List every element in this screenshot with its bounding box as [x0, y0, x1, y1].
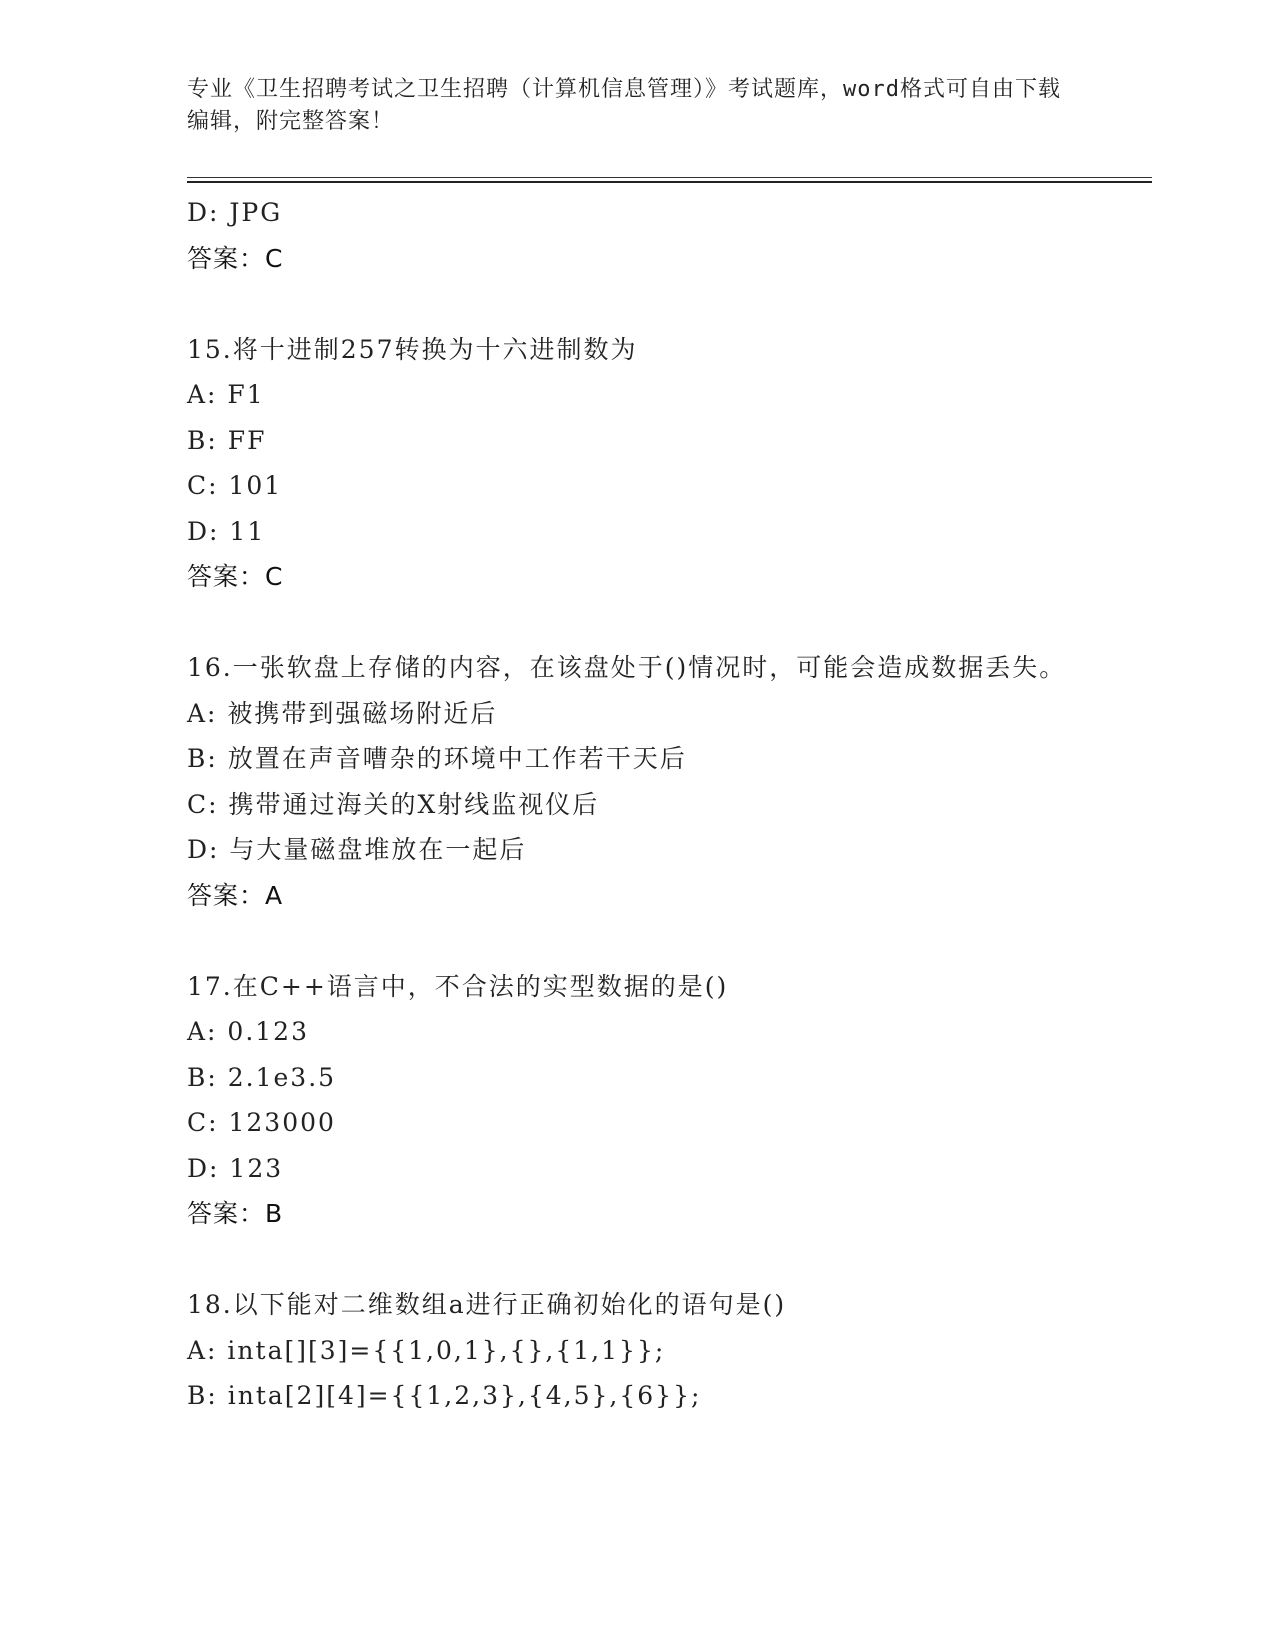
question-15 — [187, 327, 1087, 600]
question-list — [187, 190, 1087, 1419]
option-d: D: 123 — [187, 1153, 284, 1183]
option-a: A: F1 — [187, 380, 265, 409]
option-d: D: 11 — [187, 516, 266, 546]
document-header: 专业《卫生招聘考试之卫生招聘（计算机信息管理）》考试题库，word格式可自由下载编辑，附完整答案！ — [187, 77, 1061, 134]
header-rule-thin — [187, 177, 1152, 178]
option-c: C: 携带通过海关的X射线监视仪后 — [187, 789, 600, 819]
option-d: D: JPG — [187, 198, 283, 227]
option-b: B: 放置在声音嘈杂的环境中工作若干天后 — [187, 744, 687, 773]
question-text: 15.将十进制257转换为十六进制数为 — [187, 334, 638, 364]
question-18 — [187, 1282, 1087, 1419]
header-rule-thick — [187, 181, 1152, 183]
option-a: A: inta[][3]={{1,0,1},{},{1,1}}; — [187, 1335, 666, 1365]
question-text: 16.一张软盘上存储的内容，在该盘处于()情况时，可能会造成数据丢失。 — [187, 653, 1067, 682]
option-b: B: inta[2][4]={{1,2,3},{4,5},{6}}; — [187, 1381, 702, 1410]
question-16 — [187, 645, 1087, 918]
question-text: 18.以下能对二维数组a进行正确初始化的语句是() — [187, 1290, 787, 1319]
answer: 答案：C — [187, 562, 284, 591]
option-a: A: 0.123 — [187, 1017, 309, 1046]
option-c: C: 123000 — [187, 1108, 336, 1137]
option-c: C: 101 — [187, 471, 283, 500]
option-b: B: 2.1e3.5 — [187, 1062, 337, 1092]
answer: 答案：A — [187, 880, 284, 910]
option-a: A: 被携带到强磁场附近后 — [187, 698, 498, 728]
answer: 答案：C — [187, 243, 284, 273]
option-b: B: FF — [187, 425, 267, 455]
question-17 — [187, 964, 1087, 1237]
question-text: 17.在C++语言中，不合法的实型数据的是() — [187, 971, 729, 1001]
answer: 答案：B — [187, 1199, 284, 1228]
previous-question-tail — [187, 190, 1087, 281]
option-d: D: 与大量磁盘堆放在一起后 — [187, 835, 527, 864]
